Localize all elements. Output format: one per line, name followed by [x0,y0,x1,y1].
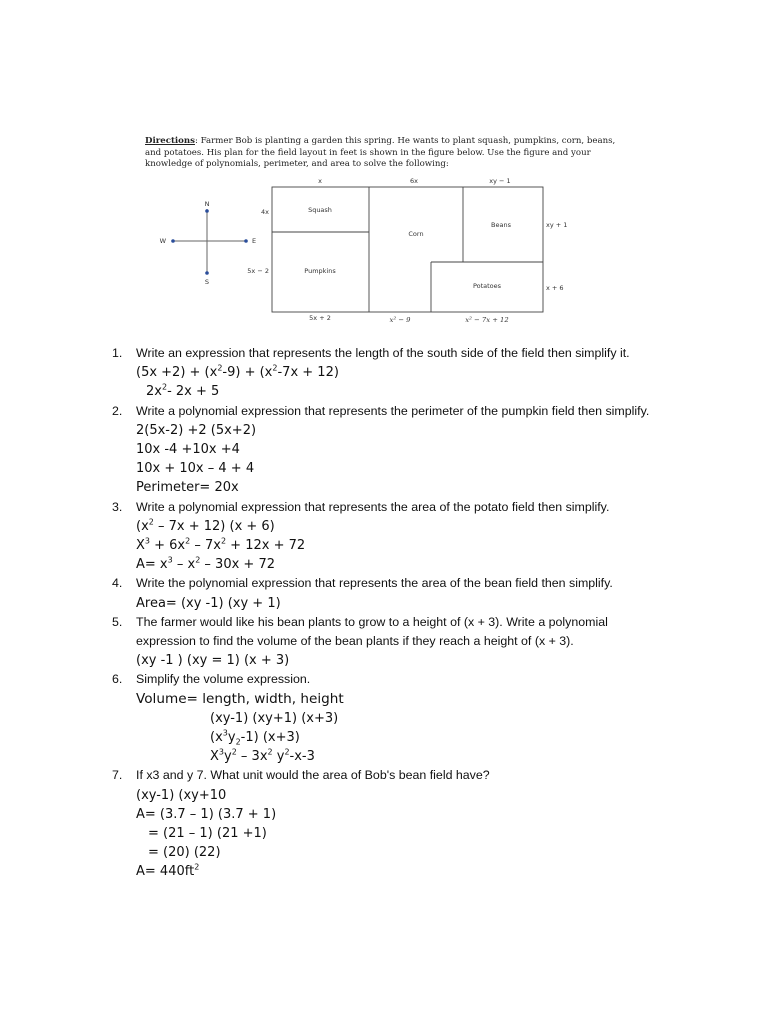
answer-line: $(x^3y_2-1)$ (x+3) [210,728,300,747]
answer-line: = (20) (22) [148,845,221,861]
answer-line: $A= 440ft^2$ [136,863,200,880]
question-2 [0,402,768,421]
question-text: The farmer would like his bean plants to grow to a height of (x + 3). Write a polynomial expression to find the volume of the bean plants if they reach a height of (x + 3). [136,614,608,649]
question-list [0,344,768,882]
answer-line: $A= x^3 - x^2 - 30x + 72$ [136,555,275,573]
question-text: Write an expression that represents the length of the south side of the field then simplify it. [136,346,630,360]
plot-pumpkins-label: Pumpkins [304,267,336,275]
question-7 [0,766,768,785]
compass-w-dot [171,239,175,243]
answer-line: 10x -4 +10x +4 [136,442,240,458]
compass-e-label: E [252,237,257,245]
plot-corn-label: Corn [408,230,424,238]
top-middle-dimension: 6x [410,177,418,185]
question-number: 5. [112,614,123,629]
bottom-middle-dimension: x² − 9 [389,316,411,324]
question-5 [0,613,768,651]
question-text: If x3 and y 7. What unit would the area of Bob's bean field have? [136,768,490,783]
top-right-dimension: xy − 1 [489,177,511,185]
field-diagram [0,0,768,340]
answer-line: = (21 – 1) (21 +1) [148,826,267,842]
compass-s-dot [205,271,209,275]
question-3 [0,498,768,517]
left-top-dimension: 4x [261,208,269,216]
compass-s-label: S [204,278,210,286]
bottom-left-dimension: 5x + 2 [309,314,331,322]
compass-w-label: W [159,237,166,245]
answer-line: $X^3y^2 - 3x^2$ $y^2-x-3$ [210,747,315,765]
left-bottom-dimension: 5x − 2 [247,267,269,275]
answer-line: 10x + 10x – 4 + 4 [136,461,255,477]
field-layout-figure [0,0,768,340]
answer-line: Perimeter= 20x [136,480,239,496]
answer-line: (xy-1) (xy+10 [136,787,227,803]
right-bottom-dimension: x + 6 [546,284,564,292]
question-number: 2. [112,403,123,418]
bottom-right-dimension: x² − 7x + 12 [465,316,509,324]
compass-n-label: N [204,200,210,208]
answer-line: $X^3 + 6x^2 - 7x^2 + 12x + 72$ [136,536,306,554]
directions-heading: Directions [145,136,195,146]
question-number: 3. [112,499,123,514]
question-number: 6. [112,672,123,687]
answer-line: 2(5x-2) +2 (5x+2) [136,422,257,438]
answer-line: $(5x +2) + (x^2-9) + (x^2-7x + 12)$ [136,363,339,381]
answer-line: $(x^2 - 7x + 12) (x + 6)$ [136,517,275,534]
question-text: Simplify the volume expression. [136,672,311,687]
plot-beans-label: Beans [491,221,511,229]
answer-line: Area= (xy -1) (xy + 1) [136,595,281,611]
answer-line: (xy-1) (xy+1) (x+3) [210,710,339,726]
question-text: Write a polynomial expression that represents the area of the potato field then simplify. [136,499,610,514]
plot-potatoes-label: Potatoes [472,282,502,290]
question-text: Write the polynomial expression that represents the area of the bean field then simplify. [136,576,613,591]
compass-e-dot [244,239,248,243]
top-left-dimension: x [318,177,322,185]
directions-text: : Farmer Bob is planting a garden this spring. He wants to plant squash, pumpkins, corn, beans, and potatoes. His plan for the field layout in feet is shown in the figure below. Use the figure and your knowledge of polynomials, perimeter, and area to solve the following: [145,136,616,169]
question-6 [0,670,768,689]
right-top-dimension: xy + 1 [546,221,568,229]
question-number: 4. [112,576,123,591]
answer-line: A= (3.7 – 1) (3.7 + 1) [136,806,277,822]
answer-line: $2x^2-$ 2x + 5 [146,383,220,400]
answer-line: Volume= length, width, height [136,690,344,707]
question-1 [0,344,768,363]
compass-n-dot [205,209,209,213]
question-number: 1. [112,346,123,360]
answer-line: (xy -1 ) (xy = 1) (x + 3) [136,653,290,669]
question-4 [0,574,768,593]
plot-squash-label: Squash [308,206,332,214]
question-text: Write a polynomial expression that represents the perimeter of the pumpkin field then simplify. [136,403,650,418]
question-number: 7. [112,768,123,783]
